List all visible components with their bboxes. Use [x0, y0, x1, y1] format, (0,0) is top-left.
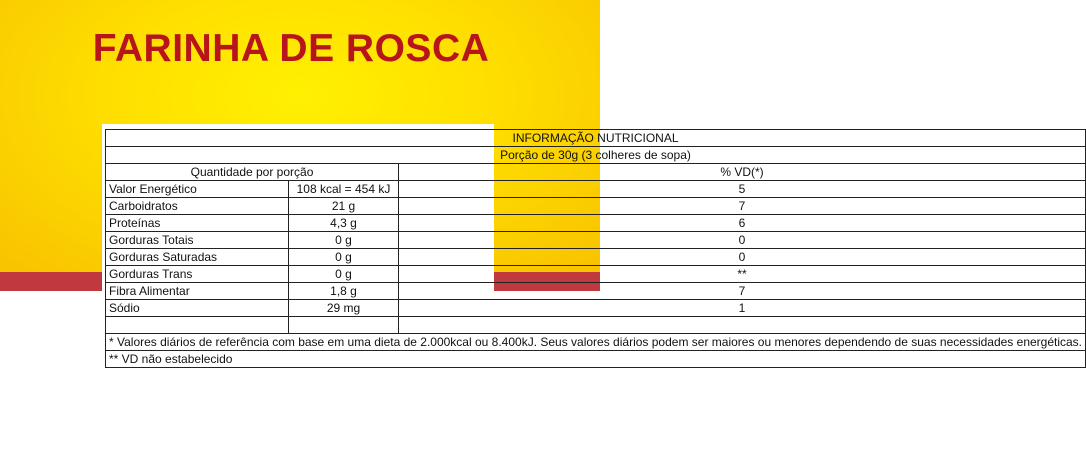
nutrient-quantity: 108 kcal = 454 kJ — [289, 181, 399, 198]
nutrient-quantity: 0 g — [289, 249, 399, 266]
empty-cell — [289, 317, 399, 334]
nutrient-name: Gorduras Totais — [106, 232, 289, 249]
nutrient-quantity: 1,8 g — [289, 283, 399, 300]
column-header-quantity: Quantidade por porção — [106, 164, 399, 181]
nutrient-name: Fibra Alimentar — [106, 283, 289, 300]
column-header-vd: % VD(*) — [399, 164, 1086, 181]
table-row — [106, 266, 1086, 283]
nutrient-name: Sódio — [106, 300, 289, 317]
nutrient-vd: 0 — [399, 232, 1086, 249]
footnote-row — [106, 334, 1086, 351]
empty-cell — [399, 317, 1086, 334]
nutrient-name: Gorduras Trans — [106, 266, 289, 283]
portion-row — [106, 147, 1086, 164]
footnote-text: * Valores diários de referência com base em uma dieta de 2.000kcal ou 8.400kJ. Seus valores diários podem ser maiores ou menores dependendo de suas necessidades energéticas. — [106, 334, 1086, 351]
table-heading-row — [106, 130, 1086, 147]
nutrient-vd: 5 — [399, 181, 1086, 198]
nutrient-vd: 7 — [399, 283, 1086, 300]
table-row — [106, 249, 1086, 266]
table-row — [106, 283, 1086, 300]
nutrient-quantity: 21 g — [289, 198, 399, 215]
product-title: FARINHA DE ROSCA — [92, 27, 490, 70]
nutrient-vd: 0 — [399, 249, 1086, 266]
nutrient-name: Valor Energético — [106, 181, 289, 198]
table-row — [106, 198, 1086, 215]
table-row — [106, 181, 1086, 198]
table-row — [106, 300, 1086, 317]
nutrient-vd: ** — [399, 266, 1086, 283]
portion-text: Porção de 30g (3 colheres de sopa) — [106, 147, 1086, 164]
nutrient-vd: 7 — [399, 198, 1086, 215]
nutrient-vd: 6 — [399, 215, 1086, 232]
nutrient-quantity: 0 g — [289, 232, 399, 249]
table-row — [106, 215, 1086, 232]
nutrient-quantity: 29 mg — [289, 300, 399, 317]
nutrient-quantity: 4,3 g — [289, 215, 399, 232]
nutrient-name: Gorduras Saturadas — [106, 249, 289, 266]
vd-note-row — [106, 351, 1086, 368]
nutrient-name: Carboidratos — [106, 198, 289, 215]
nutrient-name: Proteínas — [106, 215, 289, 232]
nutrient-vd: 1 — [399, 300, 1086, 317]
empty-row — [106, 317, 1086, 334]
nutrient-quantity: 0 g — [289, 266, 399, 283]
vd-note-text: ** VD não estabelecido — [106, 351, 1086, 368]
column-header-row — [106, 164, 1086, 181]
table-heading: INFORMAÇÃO NUTRICIONAL — [106, 130, 1086, 147]
nutrition-table — [105, 129, 1086, 368]
empty-cell — [106, 317, 289, 334]
table-row — [106, 232, 1086, 249]
